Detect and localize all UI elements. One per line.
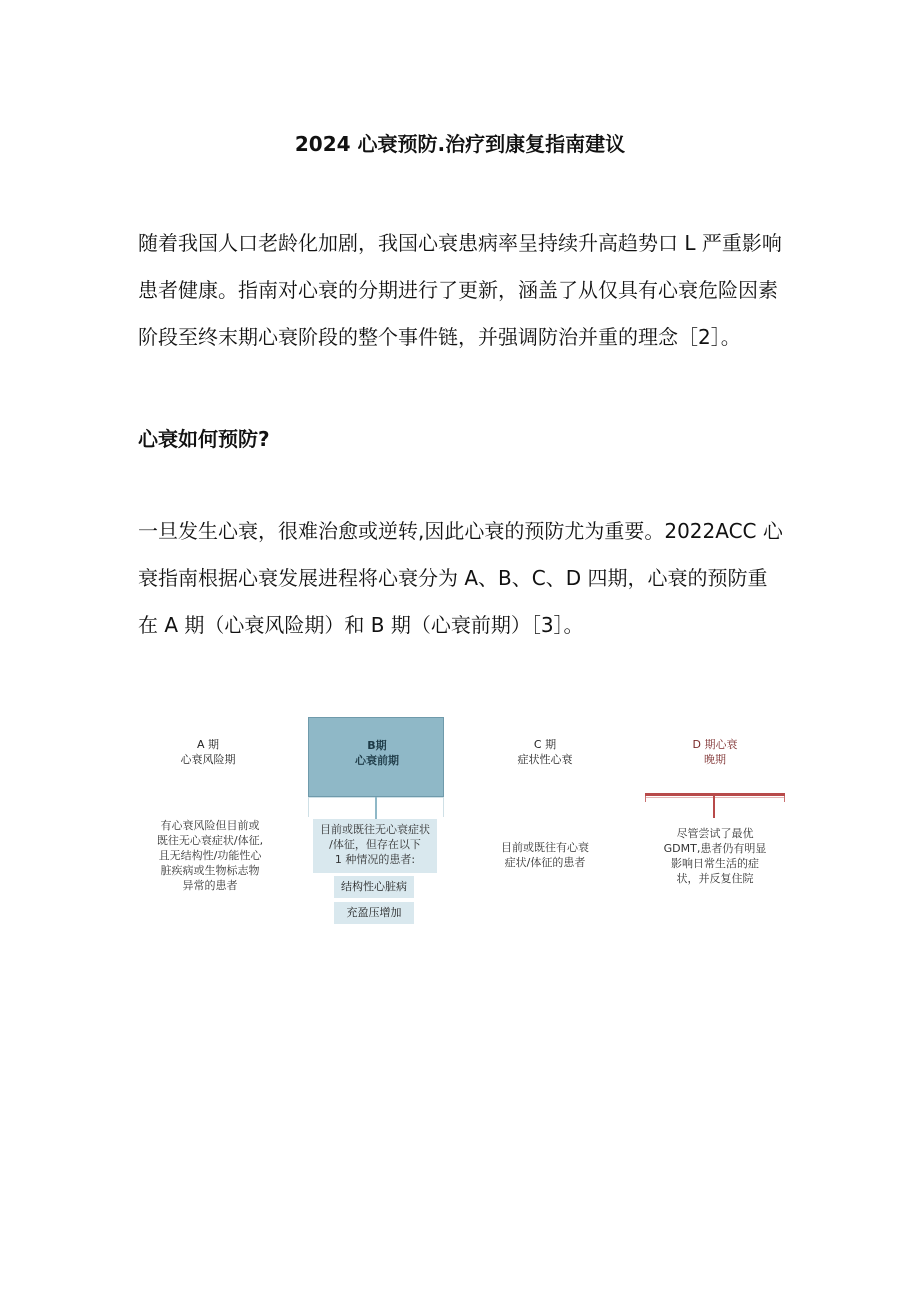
- stage-b-box: [308, 717, 444, 797]
- stage-a-desc-line: 有心衰风险但目前或: [160, 819, 260, 832]
- stage-d-desc-line: 状，并反复住院: [676, 872, 754, 885]
- stage-b-name: B期: [367, 739, 387, 752]
- prevention-line-1: 一旦发生心衰，很难治愈或逆转,因此心衰的预防尤为重要。2022ACC 心: [138, 519, 783, 543]
- stage-b-description: [313, 822, 437, 867]
- stage-b-desc-line: /体征，但存在以下: [329, 838, 421, 851]
- stage-b-title: 心衰前期: [355, 754, 399, 767]
- stage-a-title: 心衰风险期: [180, 753, 236, 766]
- stage-b-description-panel: [313, 819, 437, 873]
- intro-line-3: 阶段至终末期心衰阶段的整个事件链，并强调防治并重的理念［2］。: [138, 325, 741, 349]
- stage-c-name: C 期: [533, 738, 557, 751]
- stage-a-desc-line: 脏疾病或生物标志物: [160, 864, 260, 877]
- stage-b-label: [309, 738, 445, 768]
- prevention-line-3: 在 A 期（心衰风险期）和 B 期（心衰前期）［3］。: [138, 613, 584, 637]
- stage-c-desc-line: 目前或既往有心衰: [501, 841, 589, 854]
- intro-line-1: 随着我国人口老龄化加剧，我国心衰患病率呈持续升高趋势口 L 严重影响: [138, 231, 782, 255]
- stage-d-bar: [645, 793, 785, 796]
- stage-b-connector: [375, 797, 377, 819]
- document-title: 2024 心衰预防.治疗到康复指南建议: [294, 132, 626, 156]
- intro-paragraph: [138, 220, 788, 361]
- stage-a-name: A 期: [196, 738, 220, 751]
- stage-b-desc-line: 1 种情况的患者:: [334, 853, 416, 866]
- stage-d-desc-line: 影响日常生活的症: [671, 857, 759, 870]
- intro-line-2: 患者健康。指南对心衰的分期进行了更新，涵盖了从仅具有心衰危险因素: [138, 278, 778, 302]
- stage-d-desc-line: GDMT,患者仍有明显: [663, 842, 767, 855]
- stage-a-desc-line: 既往无心衰症状/体征,: [156, 834, 264, 847]
- stage-a-description: [140, 818, 280, 893]
- stage-a-desc-line: 异常的患者: [182, 879, 238, 892]
- prevention-paragraph: [138, 508, 788, 649]
- stage-c-desc-line: 症状/体征的患者: [504, 856, 586, 869]
- stage-b-desc-line: 目前或既往无心衰症状: [320, 823, 430, 836]
- stage-c-description: [480, 840, 610, 870]
- stage-d-connector: [713, 796, 715, 818]
- prevention-line-2: 衰指南根据心衰发展进程将心衰分为 A、B、C、D 四期，心衰的预防重: [138, 566, 768, 590]
- stage-b-sub-item-filling: 充盈压增加: [334, 902, 414, 924]
- stage-d-tick-right: [784, 796, 785, 802]
- stage-d-label: [665, 737, 765, 767]
- stage-c-title: 症状性心衰: [517, 753, 573, 766]
- stage-d-description: [650, 826, 780, 886]
- stage-a-label: [158, 737, 258, 767]
- stage-c-label: [495, 737, 595, 767]
- stage-d-tick-left: [645, 796, 646, 802]
- stage-d-name: D 期心衰: [692, 738, 738, 751]
- stage-d-bar-shadow: [645, 797, 785, 798]
- stage-b-sub-item-structural: 结构性心脏病: [334, 876, 414, 898]
- stage-d-desc-line: 尽管尝试了最优: [676, 827, 754, 840]
- stage-a-desc-line: 且无结构性/功能性心: [158, 849, 262, 862]
- section-heading: 心衰如何预防?: [138, 427, 270, 451]
- stage-d-title: 晚期: [704, 753, 726, 766]
